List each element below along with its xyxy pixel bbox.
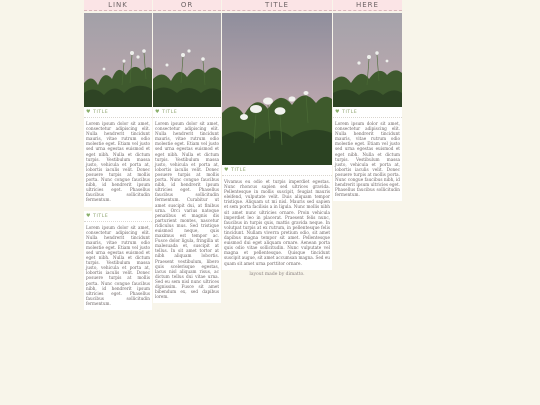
post-photo[interactable] <box>333 13 402 107</box>
heart-icon: ♥ <box>224 167 230 173</box>
post-card <box>84 211 152 311</box>
post-tag[interactable] <box>333 107 402 118</box>
post-text: Vivamus eu odio et turpis imperdiet egestas. Nunc rhoncus sapien sed ultrices gravida. Pellentesque in mollis suscipit, feugiat mauris eleifend, vulputate velit. Duis aliquam tempor tristique. Aliquam ut mi nisl. Mauris sed sapien et sem porta facilisis a in ligula. Nunc mollis nibh sit amet nunc ultricies ornare. Proin vehicula imperdiet leo in placerat. Praesent felis nunc, faucibus in turpis quis, mattis gravida neque. In volutpat turpis at ex rutrum, in pellentesque felis tincidunt. Nullam viverra pretium odio, sit amet dapibus magna tempor sit amet. Pellentesque euismod dui eget aliquam ornare. Aenean porta quis odio vitae sollicitudin. Nunc vulputate vel magna et pellentesque. Quisque tincidunt suscipit augue, sit amet accumsan magna. Sed eu quam sit amet urna porttitor ornare. <box>224 179 330 266</box>
post-photo[interactable] <box>84 13 152 107</box>
post-tag[interactable] <box>153 107 221 118</box>
top-nav <box>84 0 402 11</box>
column-1 <box>84 13 152 310</box>
column-2 <box>153 13 221 303</box>
post-tag-label: TITLE <box>162 110 178 115</box>
heart-icon: ♥ <box>155 109 161 115</box>
post-tag-label: TITLE <box>231 168 247 173</box>
post-card <box>333 13 402 201</box>
column-4 <box>333 13 402 201</box>
post-photo[interactable] <box>153 13 221 107</box>
post-tag-label: TITLE <box>342 110 358 115</box>
post-text: Lorem ipsum dolor sit amet, consectetur adipiscing elit. Nulla hendrerit tincidunt mauris, vitae rutrum odio molestie eget. Etiam vel justo sed urna egestas euismod et eget nibh. Nulla et dictum turpis. Vestibulum massa justo, vehicula et porta at, lobortis iaculis velit. Donec posuere turpis at mollis porta. Nunc congue faucibus nibh, id hendrerit ipsum ultricies eget. Phasellus faucibus sollicitudin fermentum. Curabitur ut amet suscipit dui, at finibus urna. Orci varius natoque penatibus et magnis dis parturient montes, nascetur ridiculus mus. Sed tristique euismod neque, quis maximus est tempor ac. Fusce dolor ligula, fringilla ut malesuada et, suscipit at tellus. In sit amet tortor at nibh aliquam lobortis. Praesent vestibulum, libero quis scelerisque egestas, lacus nisl aliquam risus, ac dictum tellus dui vitae urna. Sed eu sem nisl nunc ultrices dignissim. Fusce sit amet bibendum ex, sed dapibus lorem. <box>155 121 219 300</box>
layout-credit[interactable]: layout made by dimatto. <box>249 272 305 277</box>
post-text: Lorem ipsum dolor sit amet, consectetur adipiscing elit. Nulla hendrerit tincidunt mauris, vitae rutrum odio molestie eget. Etiam vel justo sed urna egestas euismod et eget nibh. Nulla et dictum turpis. Vestibulum massa justo, vehicula et porta at, lobortis iaculis velit. Donec posuere turpis at mollis porta. Nunc congue faucibus nibh, id hendrerit ipsum ultricies eget. Phasellus faucibus sollicitudin fermentum. <box>86 121 150 203</box>
nav-link-3[interactable]: TITLE <box>222 0 332 11</box>
heart-icon: ♥ <box>86 212 92 219</box>
post-card <box>153 13 221 303</box>
post-card <box>84 13 152 207</box>
post-tag-label: TITLE <box>93 110 109 115</box>
nav-link-1[interactable]: LINK <box>84 0 152 11</box>
nav-link-2[interactable]: OR <box>153 0 221 11</box>
post-tag-label: TITLE <box>93 213 109 219</box>
post-text: Lorem ipsum dolor sit amet, consectetur adipiscing elit. Nulla hendrerit tincidunt mauris, vitae rutrum odio molestie eget. Etiam vel justo sed urna egestas euismod et eget nibh. Nulla et dictum turpis. Vestibulum massa justo, vehicula et porta at, lobortis iaculis velit. Donec posuere turpis at mollis porta. Nunc congue faucibus nibh, id hendrerit ipsum ultricies eget. Phasellus faucibus sollicitudin fermentum. <box>335 121 400 198</box>
column-3 <box>222 13 332 270</box>
post-text: Lorem ipsum dolor sit amet, consectetur adipiscing elit. Nulla hendrerit tincidunt mauris, vitae rutrum odio molestie eget. Etiam vel justo sed urna egestas euismod et eget nibh. Nulla et dictum turpis. Vestibulum massa justo, vehicula et porta at, lobortis iaculis velit. Donec posuere turpis at mollis porta. Nunc congue faucibus nibh, id hendrerit ipsum ultricies eget. Phasellus faucibus sollicitudin fermentum. <box>86 224 150 306</box>
post-tag[interactable] <box>84 211 152 222</box>
nav-link-4[interactable]: HERE <box>333 0 402 11</box>
heart-icon: ♥ <box>86 109 92 115</box>
post-photo[interactable] <box>222 13 332 165</box>
heart-icon: ♥ <box>335 109 341 115</box>
post-tag[interactable] <box>222 165 332 176</box>
post-card <box>222 13 332 270</box>
post-tag[interactable] <box>84 107 152 118</box>
